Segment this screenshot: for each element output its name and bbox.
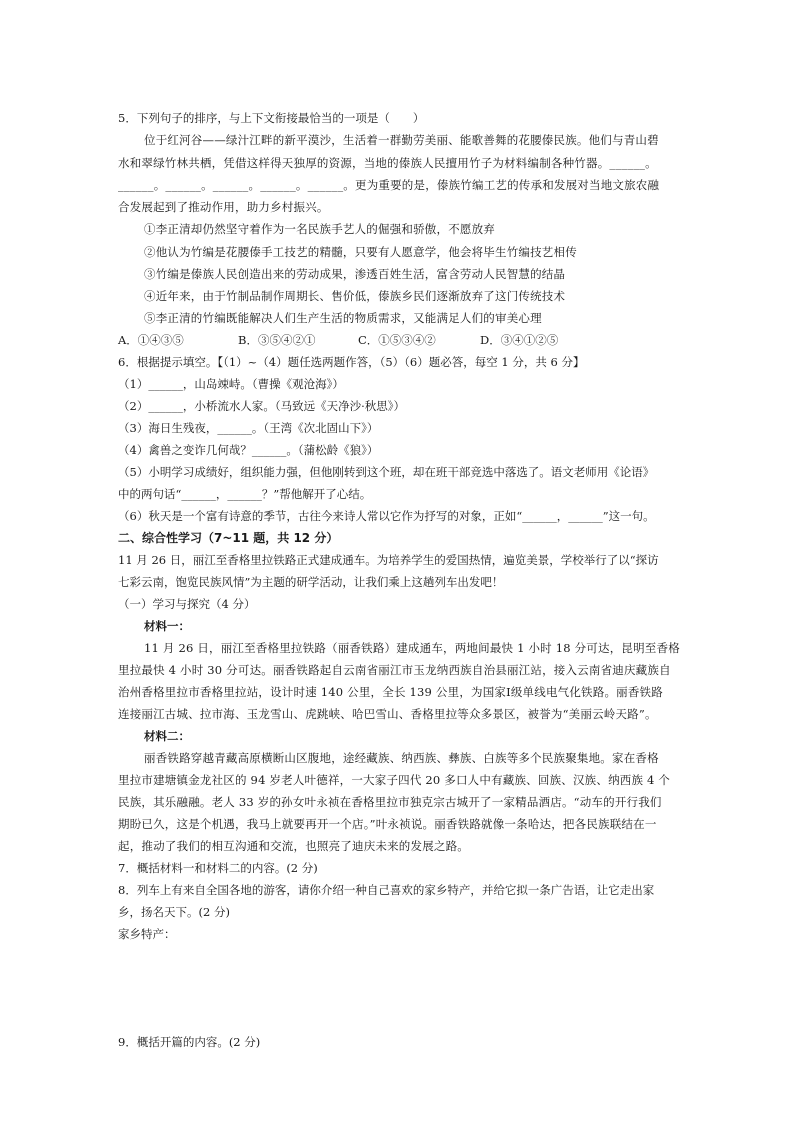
material-2-line-3: 民族，其乐融融。老人 33 岁的孙女叶永祯在香格里拉市独克宗古城开了一家精品酒店。“动车的开行我们 (118, 795, 662, 809)
q6-item-4: （4）禽兽之变诈几何哉？______。（蒲松龄《狼》） (118, 443, 379, 457)
material-2-line-4: 期盼已久，这是个机遇，我马上就要再开一个店。”叶永祯说。丽香铁路就像一条哈达，把各民族联结在一 (118, 817, 657, 831)
material-2-line-1: 丽香铁路穿越青藏高原横断山区腹地，途经藏族、纳西族、彝族、白族等多个民族聚集地。家在香格 (144, 751, 659, 765)
q6-item-2: （2）______，小桥流水人家。（马致远《天净沙·秋思》） (118, 399, 405, 413)
material-1-title: 材料一： (144, 619, 190, 633)
q5-sentence-3: ③竹编是傣族人民创造出来的劳动成果，渗透百姓生活，富含劳动人民智慧的结晶 (144, 267, 566, 281)
q6-stem: 6．根据提示填空。【（1）~（4）题任选两题作答，（5）（6）题必答，每空 1 分，共 6 分】 (118, 355, 585, 369)
q5-sentence-4: ④近年来，由于竹制品制作周期长、售价低，傣族乡民们逐渐放弃了这门传统技术 (144, 289, 566, 303)
q5-stem: 5．下列句子的排序，与上下文衔接最恰当的一项是（ ） (118, 111, 425, 125)
material-1-line-3: 治州香格里拉市香格里拉站，设计时速 140 公里，全长 139 公里，为国家Ⅰ级单线电气化铁路。丽香铁路 (118, 685, 663, 699)
q5-option-a[interactable]: A．①④③⑤ (118, 333, 184, 347)
q5-para-line-1: 位于红河谷——绿汁江畔的新平漠沙，生活着一群勤劳美丽、能歌善舞的花腰傣民族。他们与青山碧 (144, 133, 659, 147)
section-2-intro-line-1: 11 月 26 日，丽江至香格里拉铁路正式建成通车。为培养学生的爱国热情，遍览美景，学校举行了以“探访 (118, 553, 659, 567)
section-2-intro-line-2: 七彩云南，饱览民族风情”为主题的研学活动，让我们乘上这趟列车出发吧！ (118, 575, 504, 589)
section-2-title: 二、综合性学习（7~11 题，共 12 分） (118, 531, 339, 545)
q5-sentence-1: ①李正清却仍然坚守着作为一名民族手艺人的倔强和骄傲，不愿放弃 (144, 222, 495, 236)
part-1-title: （一）学习与探究（4 分） (118, 597, 256, 611)
q5-para-line-2: 水和翠绿竹林共栖，凭借这样得天独厚的资源，当地的傣族人民擅用竹子为材料编制各种竹器。______。 (118, 156, 657, 170)
material-2-line-5: 起，推动了我们的相互沟通和交流，也照亮了迪庆未来的发展之路。 (118, 839, 469, 853)
q5-para-line-3: ______。______。______。______。______。更为重要的是，傣族竹编工艺的传承和发展对当地文旅农融 (118, 178, 660, 192)
material-1-line-4: 连接丽江古城、拉市海、玉龙雪山、虎跳峡、哈巴雪山、香格里拉等众多景区，被誉为“美丽云岭天路”。 (118, 707, 657, 721)
q6-item-3: （3）海日生残夜，______。（王湾《次北固山下》） (118, 421, 379, 435)
q5-option-d[interactable]: D．③④①②⑤ (480, 333, 559, 347)
q7-stem: 7．概括材料一和材料二的内容。(2 分) (118, 861, 318, 875)
material-2-title: 材料二： (144, 729, 190, 743)
q9-stem: 9．概括开篇的内容。(2 分) (118, 1035, 261, 1049)
q8-stem-line-2: 乡，扬名天下。(2 分) (118, 905, 230, 919)
q5-sentence-2: ②他认为竹编是花腰傣手工技艺的精髓，只要有人愿意学，他会将毕生竹编技艺相传 (144, 245, 577, 259)
q5-para-line-4: 合发展起到了推动作用，助力乡村振兴。 (118, 200, 329, 214)
q8-stem-line-1: 8．列车上有来自全国各地的游客，请你介绍一种自己喜欢的家乡特产，并给它拟一条广告语，让它走出家 (118, 883, 655, 897)
q6-item-5-line-2: 中的两句话“______，______？”帮他解开了心结。 (118, 487, 372, 501)
q5-sentence-5: ⑤李正清的竹编既能解决人们生产生活的物质需求，又能满足人们的审美心理 (144, 311, 542, 325)
q6-item-6: （6）秋天是一个富有诗意的季节，古往今来诗人常以它作为抒写的对象，正如“______，______”这一句。 (118, 509, 655, 523)
material-1-line-1: 11 月 26 日，丽江至香格里拉铁路（丽香铁路）建成通车，两地间最快 1 小时 18 分可达，昆明至香格 (144, 641, 680, 655)
q5-option-b[interactable]: B．③⑤④②① (238, 333, 316, 347)
q6-item-1: （1）______，山岛竦峙。（曹操《观沧海》） (118, 377, 344, 391)
q6-item-5-line-1: （5）小明学习成绩好，组织能力强，但他刚转到这个班，却在班干部竞选中落选了。语文老师用《论语》 (118, 465, 655, 479)
q5-option-c[interactable]: C．①⑤③④② (358, 333, 436, 347)
material-2-line-2: 里拉市建塘镇金龙社区的 94 岁老人叶德祥，一大家子四代 20 多口人中有藏族、回族、汉族、纳西族 4 个 (118, 773, 671, 787)
q8-answer-label: 家乡特产： (118, 927, 176, 941)
material-1-line-2: 里拉最快 4 小时 30 分可达。丽香铁路起自云南省丽江市玉龙纳西族自治县丽江站，接入云南省迪庆藏族自 (118, 663, 671, 677)
